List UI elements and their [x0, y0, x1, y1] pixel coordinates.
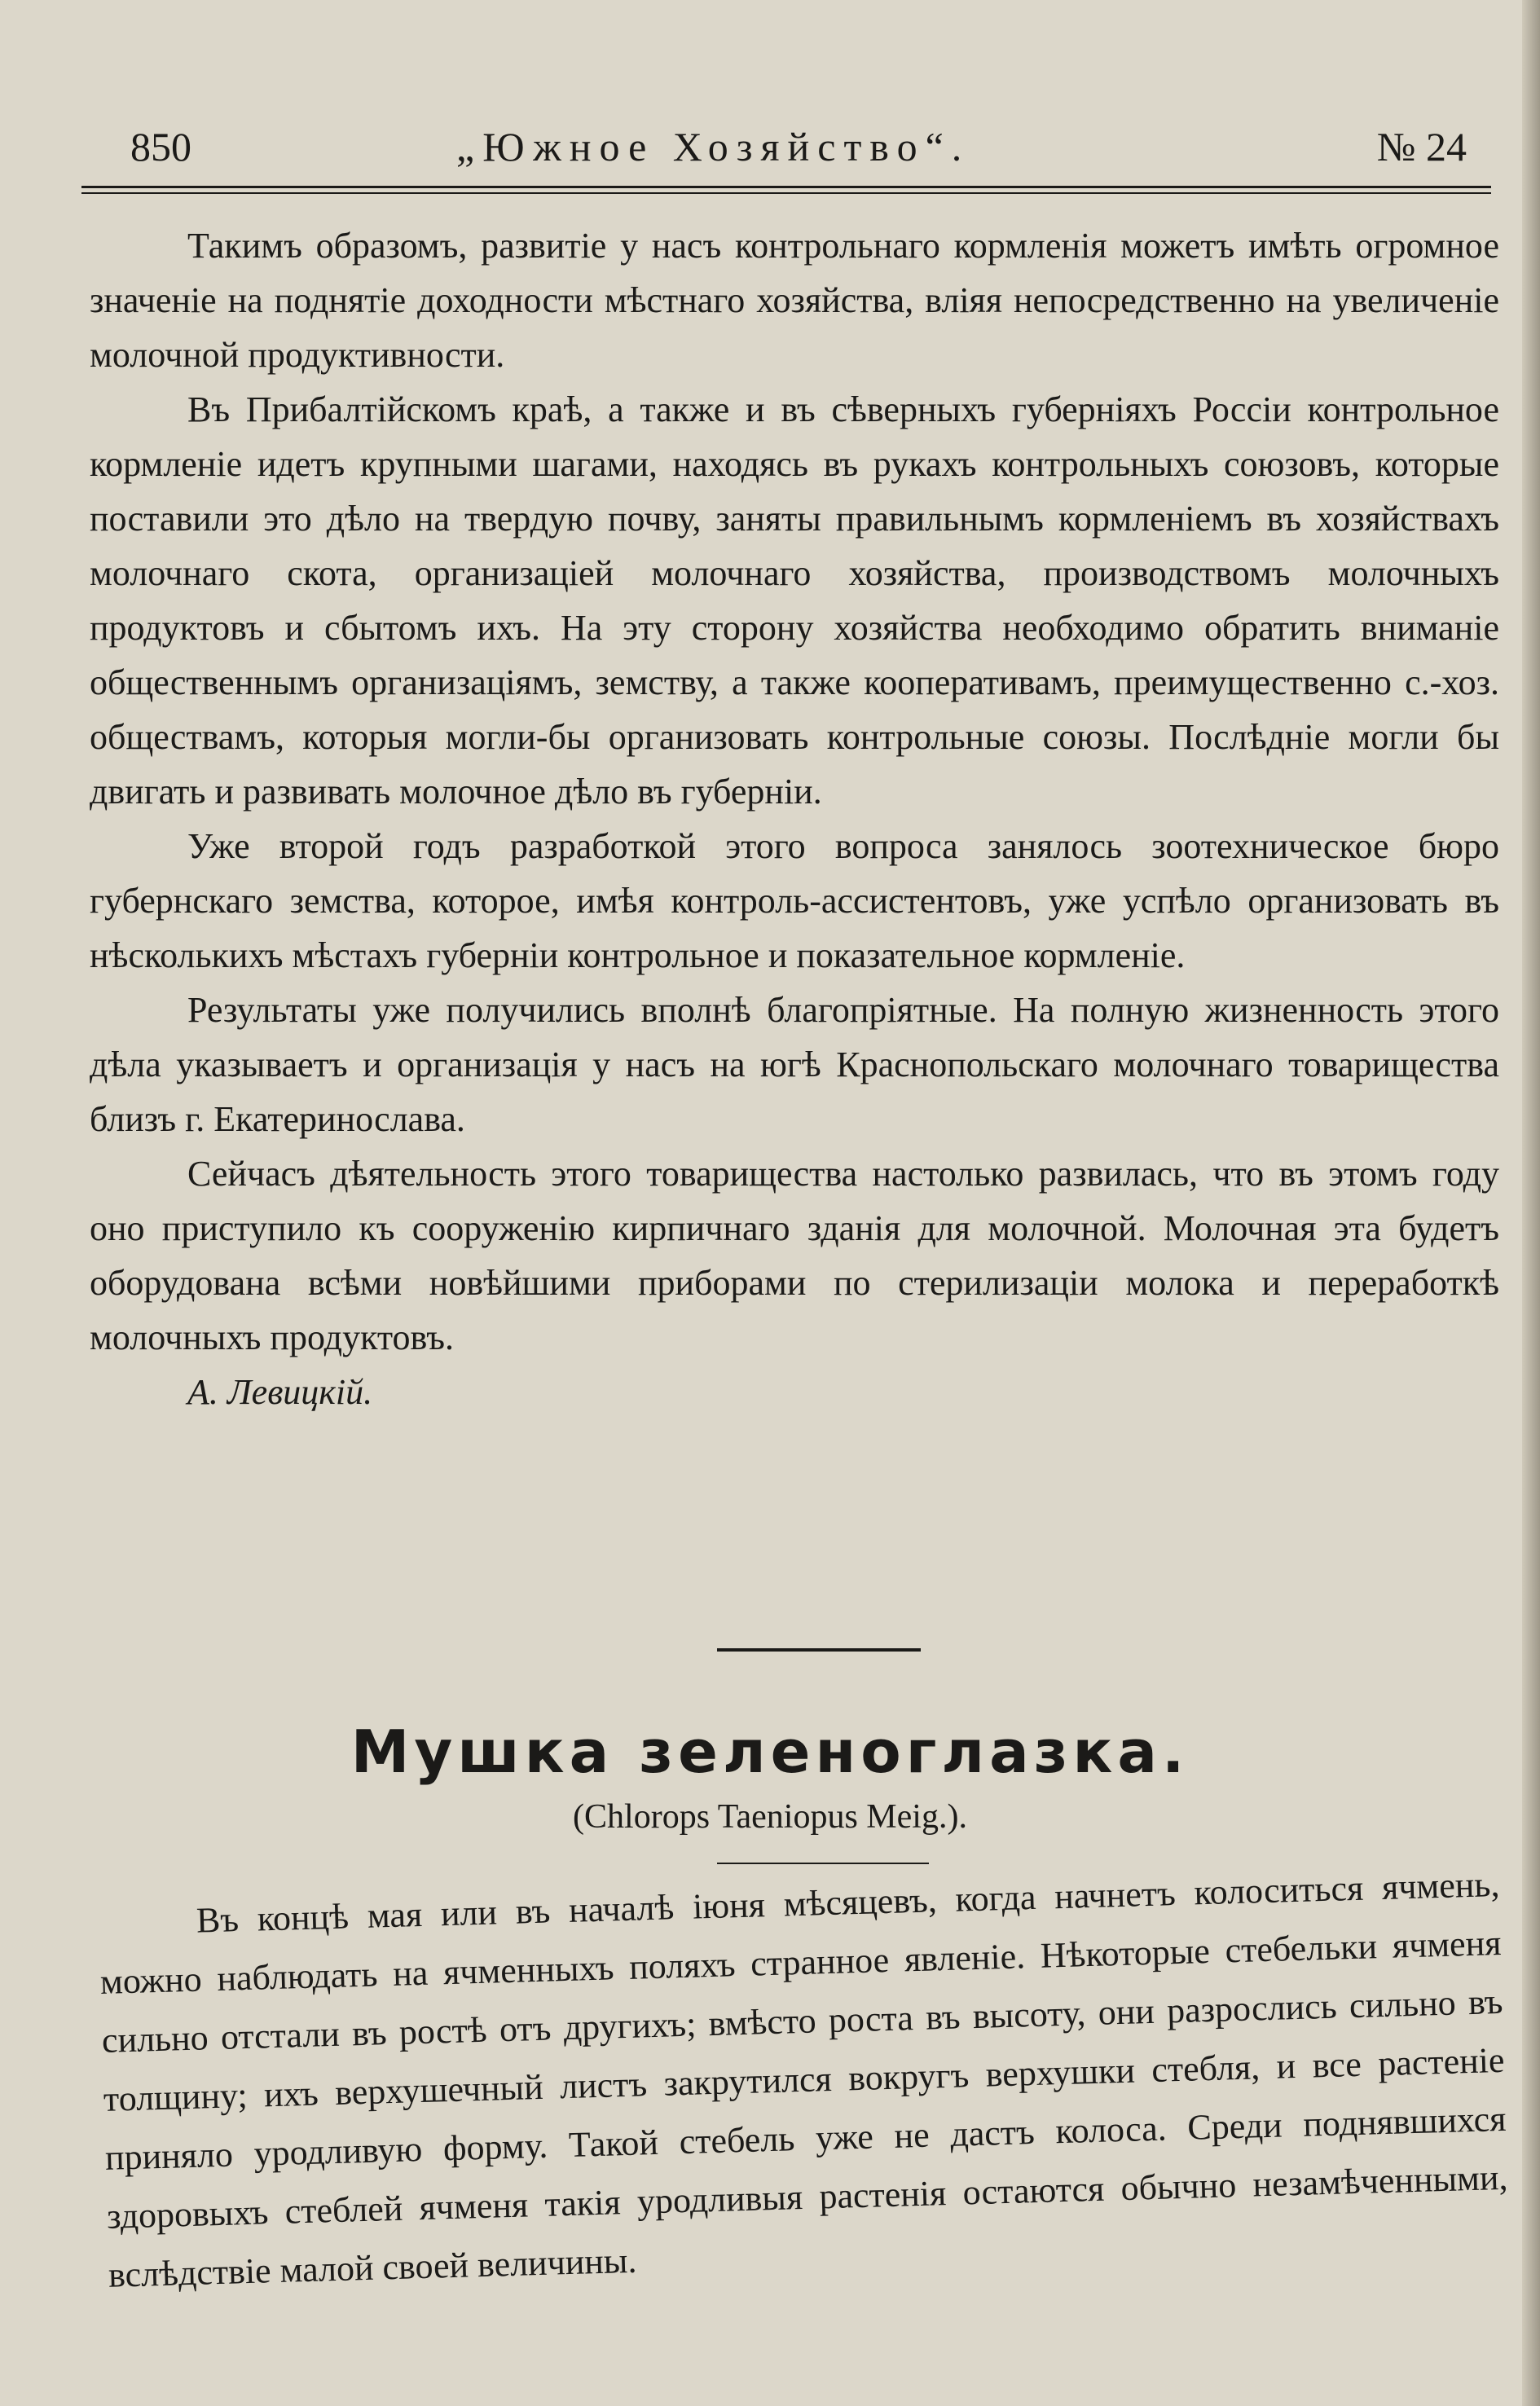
page-edge-shadow [1522, 0, 1540, 2406]
paragraph: Такимъ образомъ, развитіе у насъ контрольнаго кормленія можетъ имѣть огромное значеніе на поднятіе доходности мѣстнаго хозяйства, вліяя непосредственно на увеличеніе молочной продуктивности. [90, 226, 1499, 375]
journal-title: „Южное Хозяйство“. [456, 124, 970, 169]
paragraph: Въ концѣ мая или въ началѣ іюня мѣсяцевъ, когда начнетъ колоситься ячмень, можно наблюдать на ячменныхъ поляхъ странное явленіе. Нѣкоторые стебельки ячменя сильно отстали въ ростѣ отъ другихъ; вмѣсто роста въ высоту, они разрослись сильно въ толщину; ихъ верхушечный листъ закрутился вокругъ верхушки стебля, и все растеніе приняло уродливую форму. Такой стебель уже не дастъ колоса. Среди поднявшихся здоровыхъ стеблей ячменя такія уродливыя растенія остаются обычно незамѣченными, вслѣдствіе малой своей величины. [99, 1863, 1509, 2295]
running-head [81, 114, 1491, 179]
page-number: 850 [130, 124, 191, 169]
title-rule [717, 1863, 929, 1864]
header-rule [81, 186, 1491, 188]
article-body [98, 1855, 1510, 2305]
paragraph: Результаты уже получились вполнѣ благопріятные. На полную жизненность этого дѣла указываетъ и организація у насъ на югѣ Краснопольскаго молочнаго товарищества близъ г. Екатеринослава. [90, 990, 1499, 1139]
section-separator [717, 1648, 921, 1652]
author-signature: А. Левицкій. [187, 1372, 373, 1412]
article-title: Мушка зеленоглазка. [350, 1718, 1190, 1786]
paragraph: Въ Прибалтійскомъ краѣ, а также и въ сѣверныхъ губерніяхъ Россіи контрольное кормленіе идетъ крупными шагами, находясь въ рукахъ контрольныхъ союзовъ, которые поставили это дѣло на твердую почву, заняты правильнымъ кормленіемъ въ хозяйствахъ молочнаго скота, организацiей молочнаго хозяйства, производствомъ молочныхъ продуктовъ и сбытомъ ихъ. На эту сторону хозяйства необходимо обратить вниманіе общественнымъ организаціямъ, земству, а также кооперативамъ, преимущественно с.-хоз. обществамъ, которыя могли-бы организовать контрольные союзы. Послѣдніе могли бы двигать и развивать молочное дѣло въ губерніи. [90, 389, 1499, 812]
article-continuation [90, 218, 1499, 1419]
header-rule-thin [81, 192, 1491, 194]
issue-number: № 24 [1376, 124, 1467, 169]
paragraph: Сейчасъ дѣятельность этого товарищества настолько развилась, что въ этомъ году оно приступило къ сооруженію кирпичнаго зданія для молочной. Молочная эта будетъ оборудована всѣми новѣйшими приборами по стерилизаціи молока и переработкѣ молочныхъ продуктовъ. [90, 1154, 1499, 1357]
paragraph: Уже второй годъ разработкой этого вопроса занялось зоотехническое бюро губернскаго земства, которое, имѣя контроль-ассистентовъ, уже успѣло организовать въ нѣсколькихъ мѣстахъ губерніи контрольное и показательное кормленіе. [90, 826, 1499, 975]
article-subtitle: (Chlorops Taeniopus Meig.). [573, 1798, 967, 1836]
